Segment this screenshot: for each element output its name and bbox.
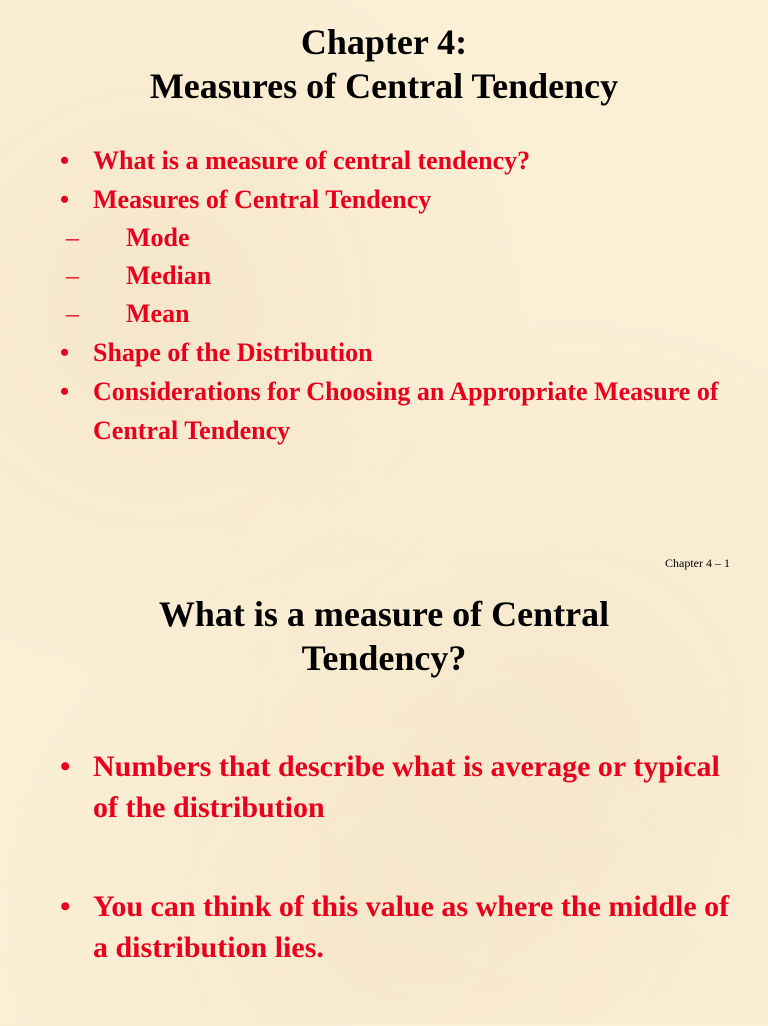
bullet-dot-icon: •	[60, 338, 70, 367]
bullet-dot-icon: •	[60, 750, 71, 783]
bullet-dot-icon: •	[60, 146, 70, 175]
slide-2-bullet-list	[60, 746, 750, 1026]
bullet-item	[60, 746, 750, 828]
dash-icon: –	[66, 299, 79, 328]
sub-bullet-text: Mode	[126, 223, 190, 252]
bullet-text: Considerations for Choosing an Appropriate Measure of Central Tendency	[93, 377, 719, 445]
slide-number: Chapter 4 – 1	[665, 556, 730, 570]
slide-2-title-line-2: Tendency?	[301, 638, 467, 678]
sub-bullet-text: Mean	[126, 299, 190, 328]
dash-icon: –	[66, 261, 79, 290]
sub-bullet-item	[60, 219, 750, 257]
bullet-text: Measures of Central Tendency	[93, 185, 432, 214]
sub-bullet-text: Median	[126, 261, 212, 290]
bullet-dot-icon: •	[60, 377, 70, 406]
bullet-text: What is a measure of central tendency?	[93, 146, 531, 175]
slide-2	[0, 580, 768, 1024]
slide-2-title-line-1: What is a measure of Central	[158, 594, 610, 634]
slide-2-title	[0, 592, 768, 680]
sub-bullet-item	[60, 295, 750, 333]
slide-1-title	[0, 20, 768, 108]
sub-bullet-item	[60, 257, 750, 295]
bullet-dot-icon: •	[60, 890, 71, 923]
dash-icon: –	[66, 223, 79, 252]
bullet-item	[60, 141, 750, 180]
bullet-item	[60, 372, 750, 450]
slide-1-bullet-list	[60, 141, 750, 450]
bullet-item	[60, 180, 750, 219]
slide-1-title-line-2: Measures of Central Tendency	[149, 66, 619, 106]
bullet-item	[60, 333, 750, 372]
bullet-text: Shape of the Distribution	[93, 338, 373, 367]
bullet-item	[60, 886, 750, 968]
slide-1-title-line-1: Chapter 4:	[300, 22, 468, 62]
bullet-dot-icon: •	[60, 185, 70, 214]
bullet-text: You can think of this value as where the middle of a distribution lies.	[93, 890, 730, 964]
bullet-text: Numbers that describe what is average or typical of the distribution	[93, 750, 720, 824]
